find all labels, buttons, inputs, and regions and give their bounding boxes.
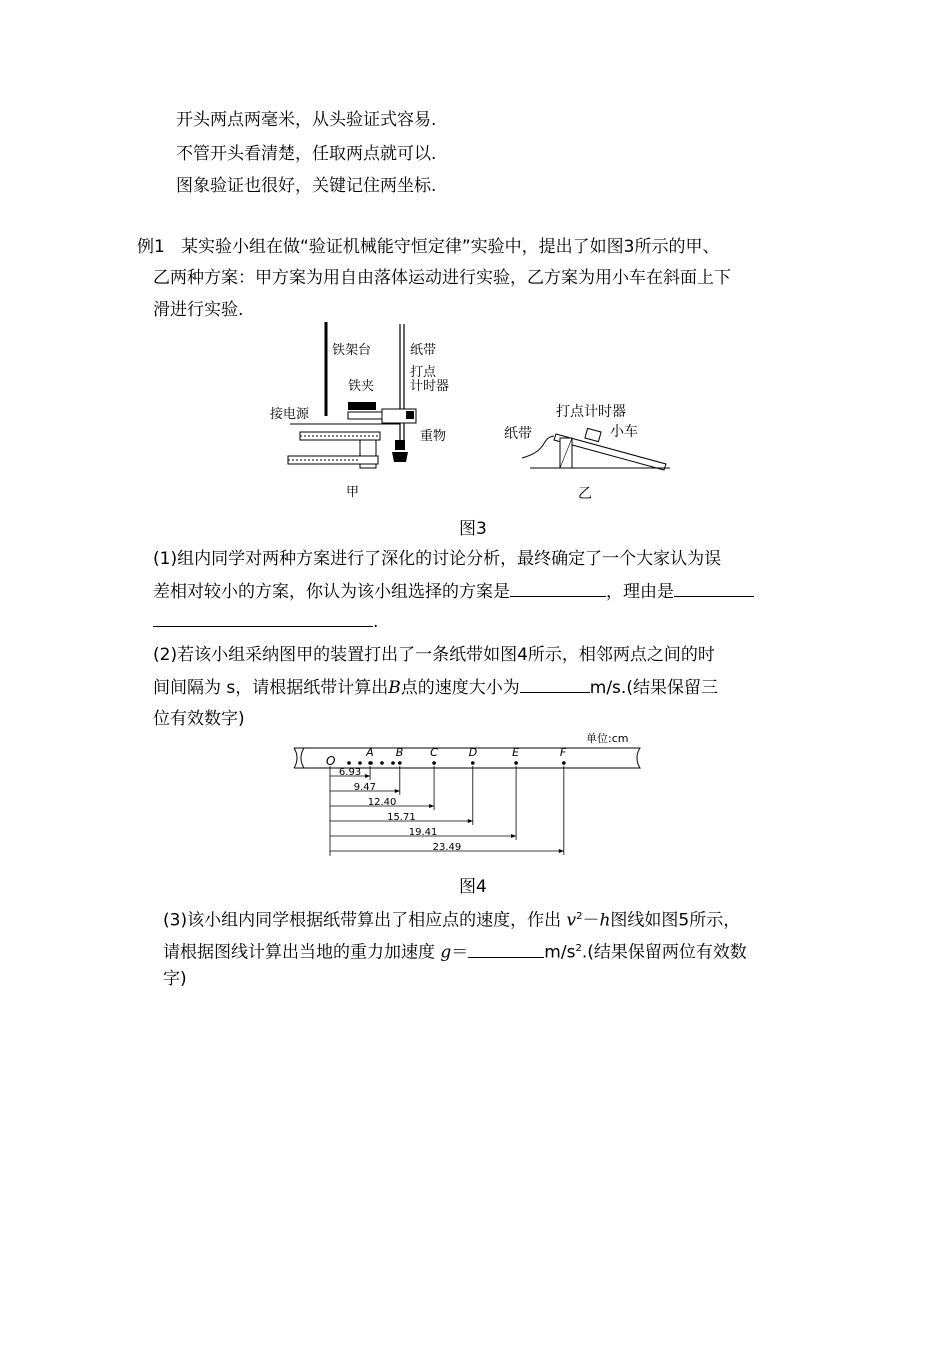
tape-point-label: C — [430, 746, 438, 759]
q2-var-b: B — [388, 678, 401, 698]
q1-line-3 — [153, 610, 378, 633]
dim-arrow — [511, 834, 516, 838]
dim-arrow — [468, 819, 473, 823]
q3-var-h: h — [599, 910, 611, 931]
q2-text-b: 点的速度大小为 — [400, 678, 520, 698]
q3-text-a: (3)该小组内同学根据纸带算出了相应点的速度，作出 — [163, 910, 567, 931]
q3-unit-sup: 2 — [575, 943, 582, 954]
q3-unit: m/s — [544, 942, 576, 963]
figure-4 — [290, 728, 650, 858]
label-yi: 乙 — [578, 486, 592, 502]
dim-arrow — [429, 804, 434, 808]
label-jia: 甲 — [346, 485, 360, 500]
example-line-2: 乙两种方案：甲方案为用自由落体运动进行实验，乙方案为用小车在斜面上下 — [153, 268, 731, 288]
q3-line-2 — [163, 938, 747, 964]
q2-line-2 — [153, 676, 718, 699]
q1-blank-reason-cont[interactable] — [153, 610, 373, 627]
q3-var-g: g — [440, 942, 452, 963]
q1-line-2 — [153, 580, 754, 603]
dim-arrow — [365, 774, 370, 778]
q3-text-d: .(结果保留两位有效数 — [581, 942, 747, 963]
tape-origin-label: O — [326, 754, 336, 768]
mnemonic-line-3: 图象验证也很好，关键记住两坐标. — [176, 176, 437, 196]
label-clamp: 铁夹 — [348, 379, 375, 394]
q2-blank-speed[interactable] — [520, 676, 590, 693]
tape-dot — [347, 761, 351, 765]
tape-point-label: A — [366, 746, 374, 759]
dim-arrow — [559, 849, 564, 853]
q2-line-1: (2)若该小组采纳图甲的装置打出了一条纸带如图4所示，相邻两点之间的时 — [153, 645, 715, 665]
dim-label: 9.47 — [353, 782, 377, 793]
figure-4-caption: 图4 — [459, 877, 487, 897]
tape-point-label: D — [468, 746, 478, 759]
tape-dot — [358, 761, 362, 765]
example-text-1: 某实验小组在做“验证机械能守恒定律”实验中，提出了如图3所示的甲、 — [181, 237, 720, 257]
q3-line-1 — [163, 906, 740, 932]
dim-label: 19.41 — [408, 827, 438, 838]
q3-eq: ＝ — [451, 942, 469, 963]
label-timer-1: 打点 — [410, 365, 437, 380]
q1-blank-reason[interactable] — [674, 580, 754, 597]
q1-blank-scheme[interactable] — [510, 580, 606, 597]
label-cart: 小车 — [610, 424, 638, 440]
mnemonic-line-2: 不管开头看清楚，任取两点就可以. — [176, 144, 437, 164]
q3-line-3: 字) — [163, 969, 187, 989]
figure-3-caption: 图3 — [459, 519, 487, 539]
dim-label: 15.71 — [387, 812, 416, 823]
figure-3 — [260, 318, 700, 508]
label-timer-2: 计时器 — [410, 379, 450, 394]
tape-dimensions — [330, 766, 564, 855]
label-timer-yi: 打点计时器 — [556, 404, 626, 420]
q2-text-c: m/s.(结果保留三 — [589, 678, 718, 698]
mnemonic-line-1: 开头两点两毫米，从头验证式容易. — [176, 110, 437, 130]
tape-point-label: F — [559, 746, 567, 759]
q3-text-c: 请根据图线计算出当地的重力加速度 — [163, 942, 441, 963]
label-stand: 铁架台 — [332, 343, 372, 358]
example-label: 例1 — [137, 237, 165, 257]
q3-blank-g[interactable] — [468, 941, 544, 958]
example-line-1 — [137, 236, 719, 258]
dim-label: 12.40 — [367, 797, 397, 808]
label-power: 接电源 — [270, 407, 310, 422]
apparatus-yi — [504, 403, 670, 502]
dim-label: 23.49 — [432, 842, 462, 853]
label-tape-jia: 纸带 — [410, 343, 437, 358]
tape-point-dot — [562, 761, 566, 765]
label-weight: 重物 — [420, 429, 447, 444]
q3-var-v: v — [566, 910, 577, 931]
q1-line-1: (1)组内同学对两种方案进行了深化的讨论分析，最终确定了一个大家认为误 — [153, 549, 722, 569]
apparatus-jia — [270, 322, 449, 500]
q2-text-a: 间间隔为 s，请根据纸带计算出 — [153, 678, 389, 698]
tape-point-dot — [368, 761, 372, 765]
tape-point-dot — [514, 761, 518, 765]
q1-text-a: 差相对较小的方案，你认为该小组选择的方案是 — [153, 582, 510, 602]
q2-line-3: 位有效数字) — [153, 709, 245, 729]
tape-dot — [380, 761, 384, 765]
tape-point-label: B — [395, 746, 404, 759]
label-tape-yi: 纸带 — [504, 426, 532, 442]
tape-dot — [391, 761, 395, 765]
tape-point-dot — [398, 761, 402, 765]
tape-unit: 单位:cm — [586, 732, 629, 745]
tape-point-dot — [432, 761, 436, 765]
q3-text-b: 图线如图5所示， — [610, 910, 741, 931]
dim-arrow — [395, 789, 400, 793]
tape-point-dot — [471, 761, 475, 765]
dim-label: 6.93 — [338, 767, 362, 778]
q3-minus: － — [582, 910, 600, 931]
q3-sup-2: 2 — [576, 911, 583, 922]
q1-end: . — [373, 612, 379, 632]
q1-text-b: ，理由是 — [606, 582, 674, 602]
tape-point-label: E — [512, 746, 520, 759]
example-line-3: 滑进行实验. — [153, 300, 244, 320]
